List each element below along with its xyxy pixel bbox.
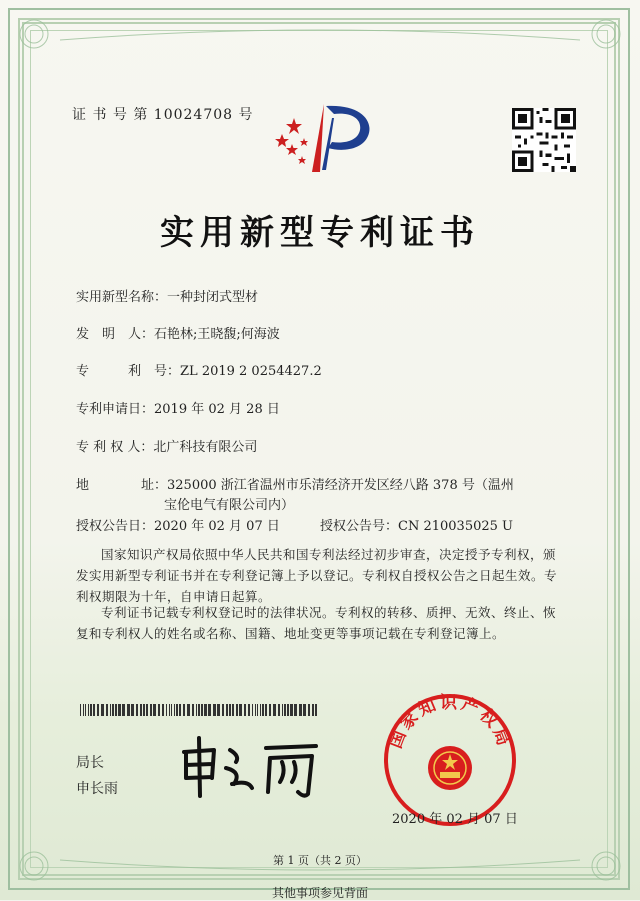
application-date-row [76,398,280,417]
address-line-1: 325000 浙江省温州市乐清经济开发区经八路 378 号（温州 [167,478,514,493]
inventor-label: 发 明 人： [76,327,155,342]
footer-note: 其他事项参见背面 [271,886,368,900]
director-name: 申长雨 [76,781,118,797]
grant-date-value: 2020 年 02 月 07 日 [154,519,280,534]
barcode-icon [80,704,320,716]
paragraph-grant-statement: 国家知识产权局依照中华人民共和国专利法经过初步审查，决定授予专利权，颁发实用新型专利证书并在专利登记簿上予以登记。专利权自授权公告之日起生效。专利权期限为十年，自申请日起算。 [76,547,558,604]
director-signature [176,732,326,802]
seal-date: 2020 年 02 月 07 日 [392,812,518,827]
seal-text: 国家知识产权局 [385,693,515,752]
address-row [76,474,514,493]
patent-logo-icon [272,98,376,178]
utility-model-name-value: 一种封闭式型材 [167,290,259,305]
patentee-label: 专 利 权 人： [76,440,154,455]
application-date-value: 2019 年 02 月 28 日 [154,402,280,417]
patent-number-label: 专 利 号： [76,364,181,379]
director-title: 局长 [76,755,104,771]
application-date-label: 专利申请日： [76,402,155,417]
patentee-value: 北广科技有限公司 [153,440,258,455]
svg-text:国家知识产权局 [386,693,515,751]
utility-model-name-label: 实用新型名称： [76,290,168,305]
patent-number-value: ZL 2019 2 0254427.2 [180,364,322,379]
certificate-number: 证 书 号 第 10024708 号 [72,107,254,123]
grant-date-row [76,515,280,534]
grant-number-row [320,515,513,534]
qr-code-icon [512,108,576,172]
address-label: 地 址： [76,478,168,493]
address-line-2: 宝伦电气有限公司内） [164,498,295,513]
patent-number-row [76,360,322,379]
grant-date-label: 授权公告日： [76,519,155,534]
paragraph-legal-status: 专利证书记载专利权登记时的法律状况。专利权的转移、质押、无效、终止、恢复和专利权人的姓名或名称、国籍、地址变更等事项记载在专利登记簿上。 [76,605,557,641]
utility-model-name-row [76,286,258,305]
national-emblem-icon [428,746,472,790]
grant-number-label: 授权公告号： [320,519,399,534]
inventor-row [76,323,280,342]
inventor-value: 石艳林;王晓馥;何海波 [154,327,280,342]
grant-number-value: CN 210035025 U [398,519,513,534]
certificate-title: 实用新型专利证书 [160,213,480,253]
patentee-row [76,436,257,455]
page-number: 第 1 页（共 2 页） [273,854,367,867]
